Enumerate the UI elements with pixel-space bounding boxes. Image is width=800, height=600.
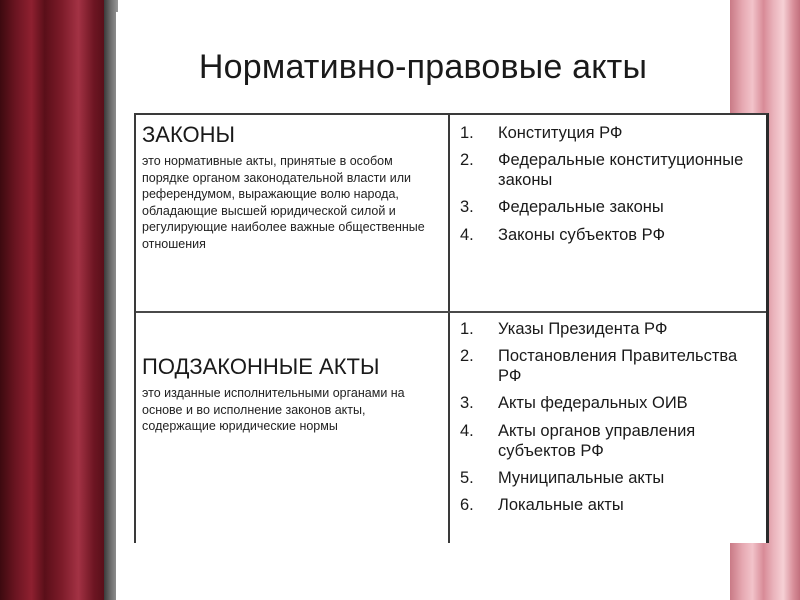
table-row-bylaws xyxy=(136,313,766,543)
bylaws-list xyxy=(458,319,758,515)
laws-list-cell xyxy=(458,123,758,252)
bylaws-definition-cell xyxy=(142,355,442,435)
list-item: 5. Муниципальные акты xyxy=(460,468,665,487)
list-item: 3. Акты федеральных ОИВ xyxy=(460,394,688,413)
bylaws-heading: ПОДЗАКОННЫЕ АКТЫ xyxy=(142,354,380,379)
laws-definition-cell xyxy=(142,123,442,252)
laws-list xyxy=(458,123,758,245)
slide-title: Нормативно-правовые акты xyxy=(198,48,648,86)
bylaws-list-cell xyxy=(458,319,758,522)
laws-description: это нормативные акты, принятые в особом порядке органом законодательной власти или референдумом, выражающие волю народа, обладающие высшей юридической силой и регулирующие наиболее важные общественные отношения xyxy=(142,154,425,251)
curtain-left-background xyxy=(0,0,112,600)
laws-heading: ЗАКОНЫ xyxy=(142,122,236,147)
list-item: 3. Федеральные законы xyxy=(460,198,664,217)
table-row-laws xyxy=(136,115,766,313)
list-item: 4. Законы субъектов РФ xyxy=(460,225,666,244)
list-item: 1. Указы Президента РФ xyxy=(460,320,668,338)
list-item: 6. Локальные акты xyxy=(460,495,624,514)
list-item: 2. Постановления Правительства РФ xyxy=(460,347,738,386)
acts-table xyxy=(134,113,769,543)
list-item: 4. Акты органов управления субъектов РФ xyxy=(460,421,696,460)
list-item: 2. Федеральные конституционные законы xyxy=(460,151,744,190)
list-item: 1. Конституция РФ xyxy=(460,124,623,142)
bylaws-description: это изданные исполнительными органами на основе и во исполнение законов акты, содержащие юридические нормы xyxy=(142,386,405,434)
